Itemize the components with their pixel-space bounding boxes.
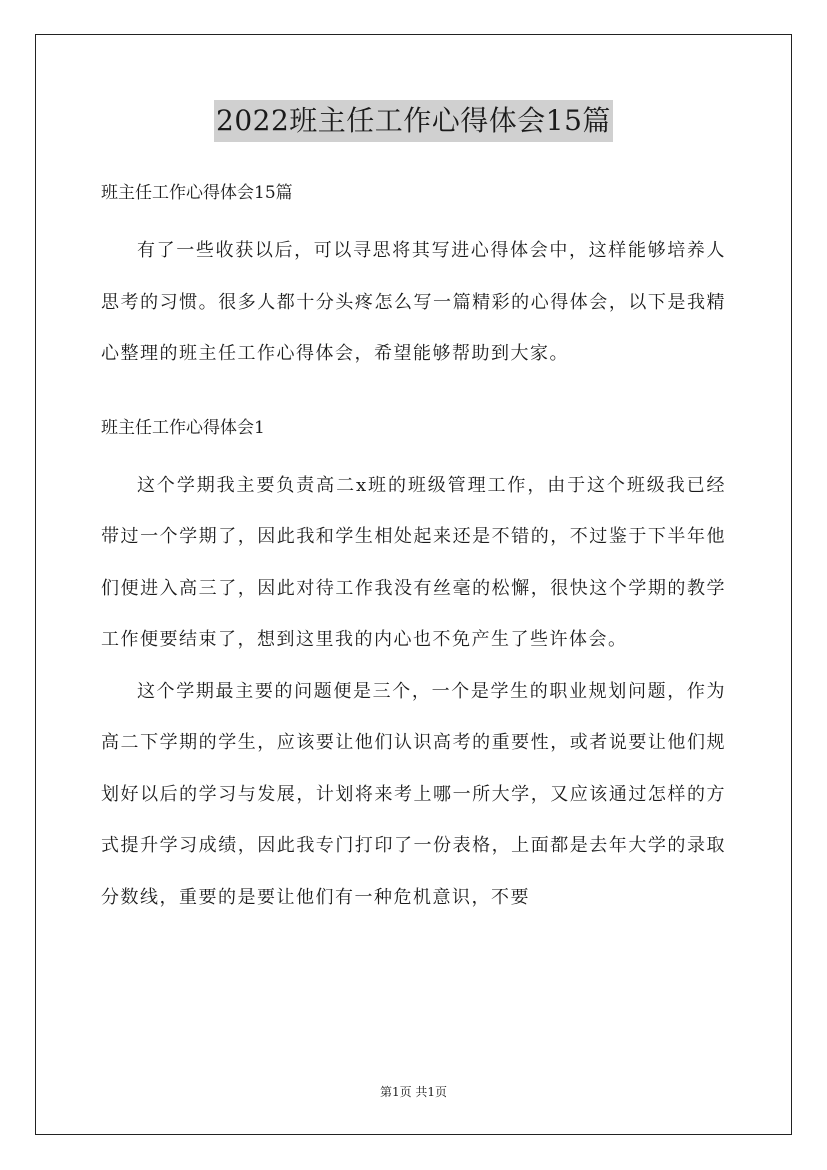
intro-paragraph: 有了一些收获以后，可以寻思将其写进心得体会中，这样能够培养人思考的习惯。很多人都十分头疼怎么写一篇精彩的心得体会，以下是我精心整理的班主任工作心得体会，希望能够帮助到大家。	[101, 240, 726, 364]
body-paragraph: 这个学期最主要的问题便是三个，一个是学生的职业规划问题，作为高二下学期的学生，应该要让他们认识高考的重要性，或者说要让他们规划好以后的学习与发展，计划将来考上哪一所大学，又应该通过怎样的方式提升学习成绩，因此我专门打印了一份表格，上面都是去年大学的录取分数线，重要的是要让他们有一种危机意识，不要	[101, 680, 726, 908]
page-footer: 第1页 共1页	[379, 1085, 448, 1099]
spacer	[101, 380, 726, 410]
spacer	[101, 211, 726, 225]
document-subtitle: 班主任工作心得体会15篇	[101, 183, 293, 203]
title-area	[0, 100, 827, 142]
body-paragraph: 这个学期我主要负责高二x班的班级管理工作，由于这个班级我已经带过一个学期了，因此我和学生相处起来还是不错的，不过鉴于下半年他们便进入高三了，因此对待工作我没有丝毫的松懈，很快这个学期的教学工作便要结束了，想到这里我的内心也不免产生了些许体会。	[101, 474, 726, 650]
document-body	[101, 175, 726, 923]
section-heading: 班主任工作心得体会1	[101, 417, 265, 438]
document-title: 2022班主任工作心得体会15篇	[214, 100, 613, 142]
spacer	[101, 446, 726, 460]
